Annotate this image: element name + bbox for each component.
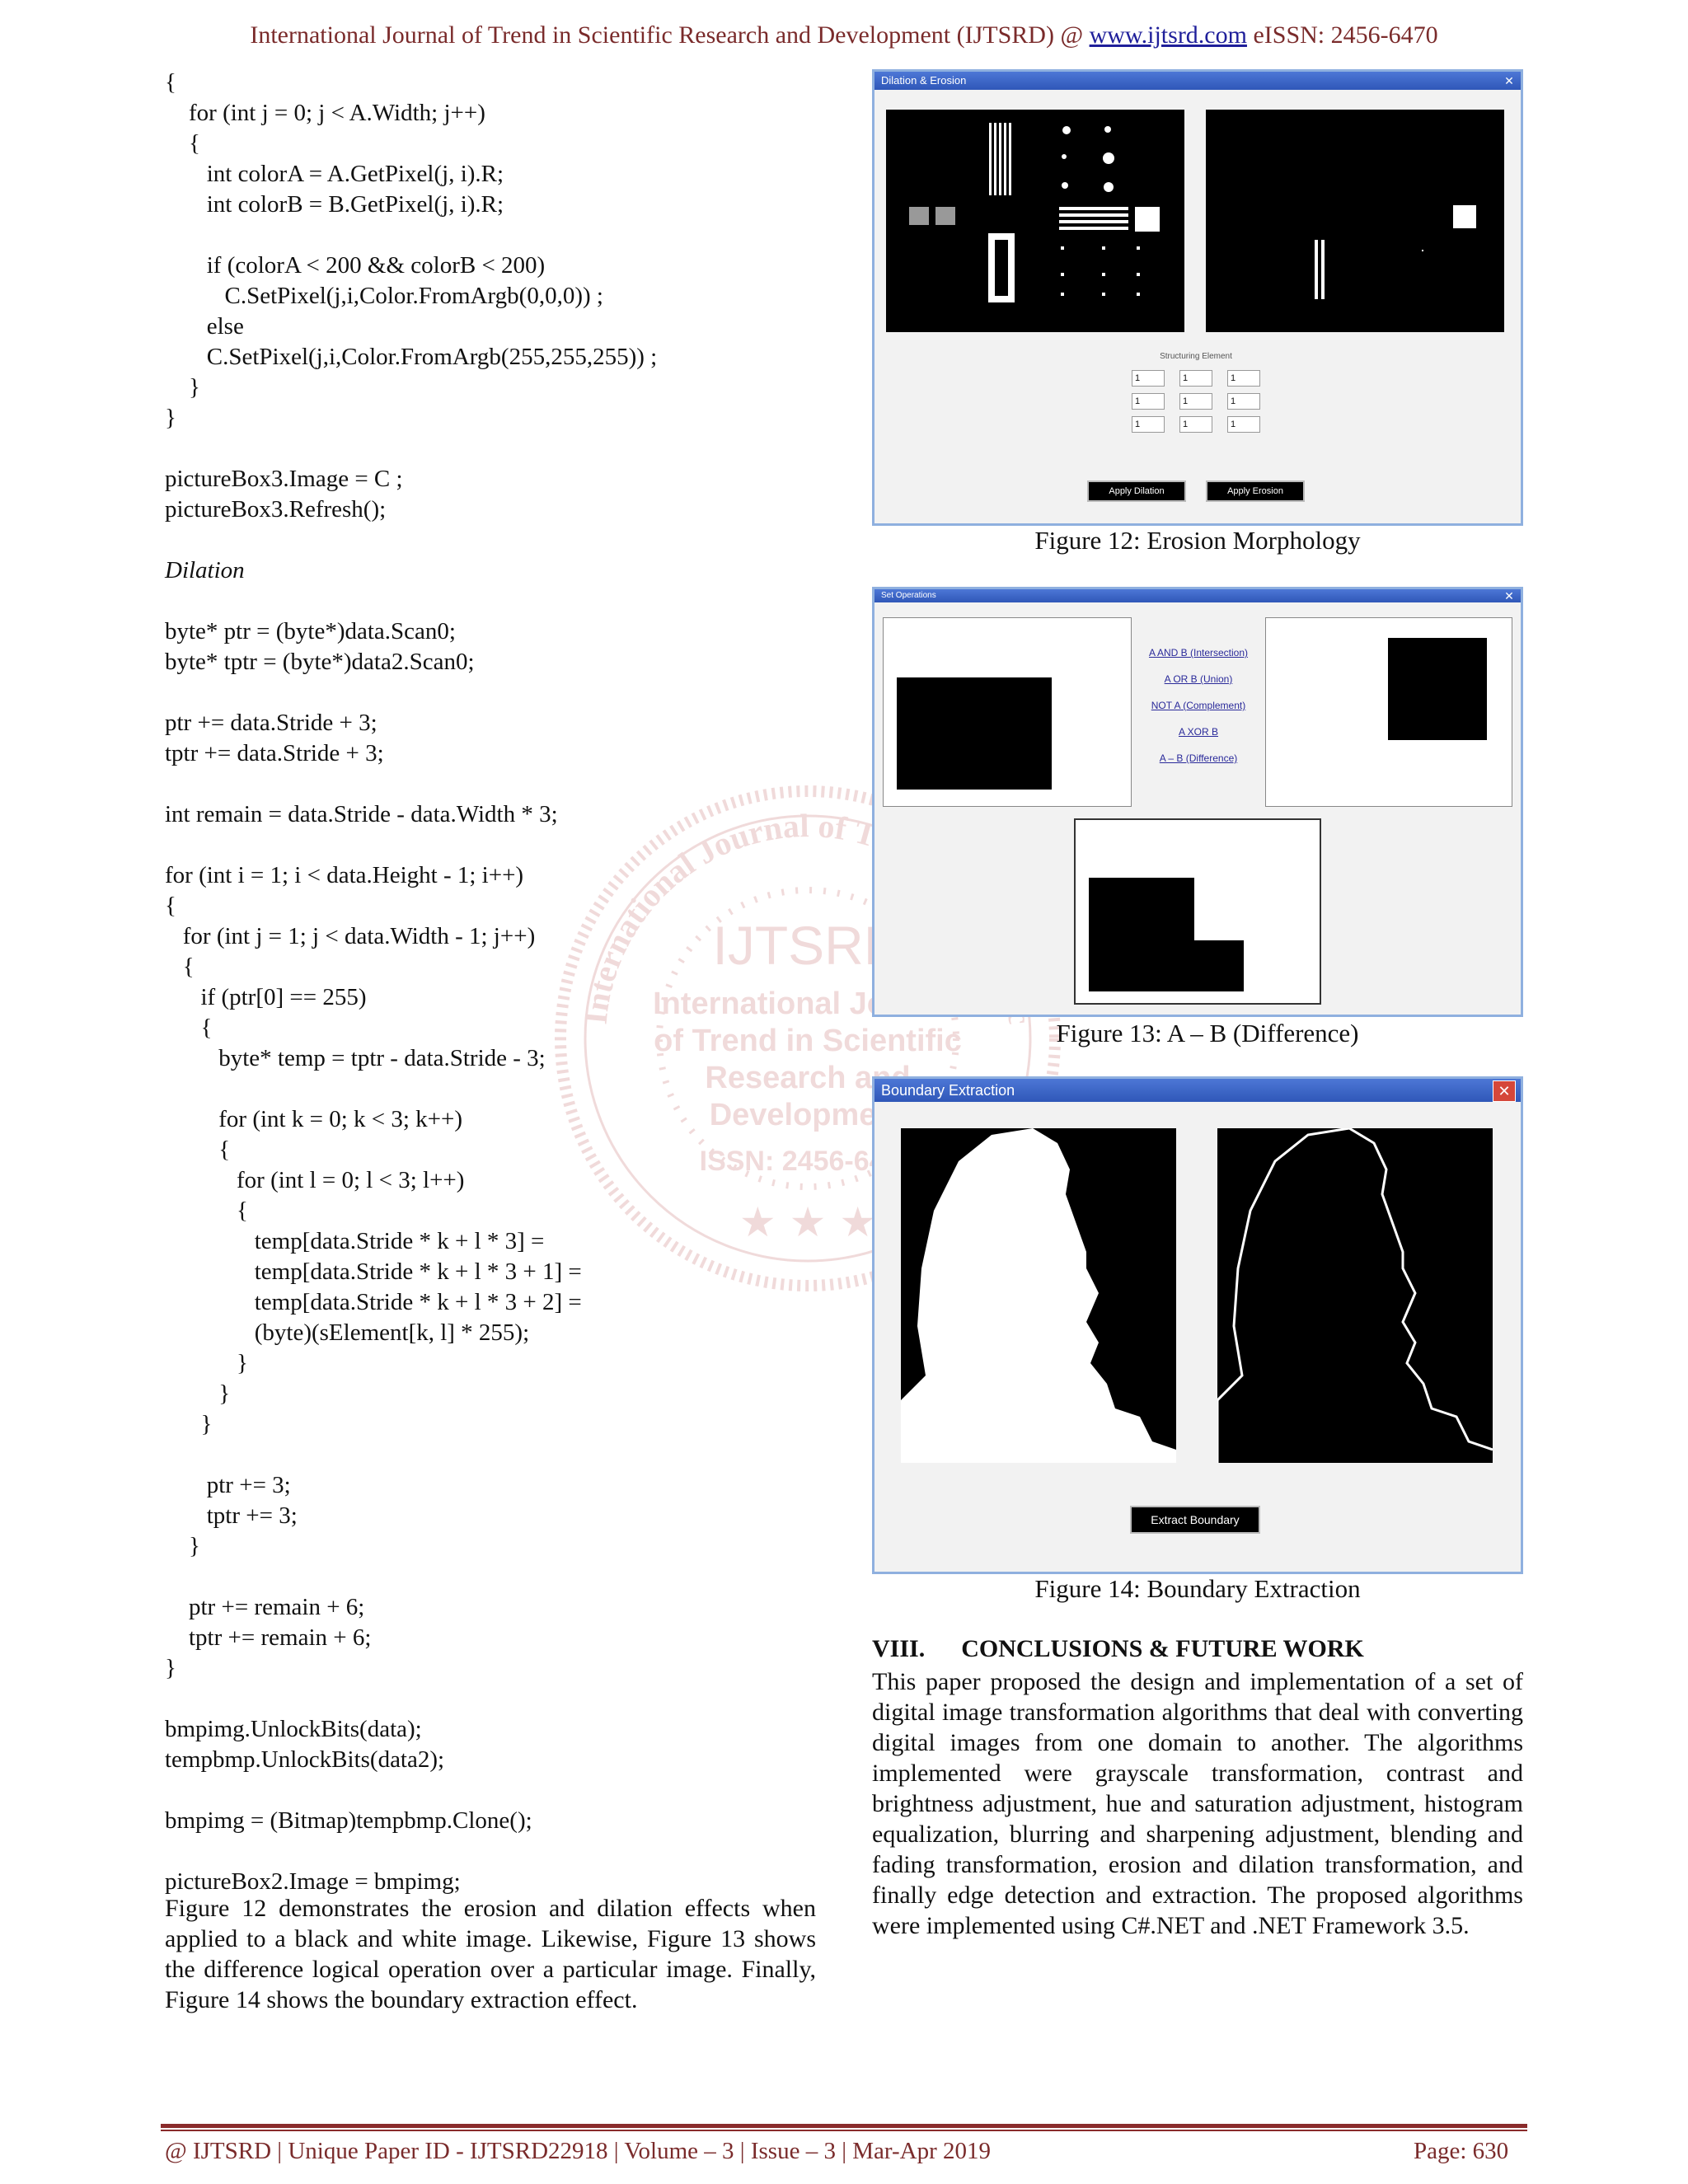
title-bar <box>874 72 1521 90</box>
code-line: if (colorA < 200 && colorB < 200) <box>165 252 546 279</box>
code-line: { <box>165 1197 248 1224</box>
section-body: This paper proposed the design and implementation of a set of digital image transformation algorithms that deal with converting digital images from one domain to another. The algorithms implemented were grayscale transformation, contrast and brightness adjustment, hue and saturation adjustment, histogram equalization, blurring and sharpening adjustment, blending and fading transformation, erosion and dilation transformation, and finally edge detection and extraction. The proposed algorithms were implemented using C#.NET and .NET Framework 3.5. <box>872 1668 1523 1939</box>
watermark-line4: Development <box>709 1098 907 1132</box>
extract-boundary-button[interactable]: Extract Boundary <box>1130 1506 1260 1534</box>
footer-page-number: Page: 630 <box>1414 2138 1509 2164</box>
issn-text: eISSN: 2456-6470 <box>1246 21 1438 49</box>
code-line <box>165 677 824 708</box>
watermark-stars: ★ ★ ★ <box>738 1198 877 1246</box>
watermark-arc: International Journal of T <box>576 807 879 1026</box>
code-line: tptr += remain + 6; <box>165 1624 372 1651</box>
title-bar <box>874 589 1521 602</box>
code-line: if (ptr[0] == 255) <box>165 984 367 1010</box>
apply-erosion-button[interactable]: Apply Erosion <box>1206 480 1305 502</box>
image-b <box>1265 617 1512 807</box>
close-icon[interactable]: ✕ <box>1493 1080 1516 1102</box>
code-subheading: Dilation <box>165 557 245 583</box>
code-line: } <box>165 1380 231 1407</box>
watermark-line1: International Journal <box>653 987 963 1021</box>
se-cell-input[interactable]: 1 <box>1227 393 1260 410</box>
code-line: ptr += 3; <box>165 1472 291 1498</box>
image-a <box>883 617 1132 807</box>
code-line: } <box>165 1533 200 1559</box>
close-icon[interactable]: ✕ <box>1504 589 1514 602</box>
silhouette-image <box>901 1128 1176 1463</box>
structuring-element-grid <box>1132 370 1272 444</box>
se-cell-input[interactable]: 1 <box>1227 370 1260 387</box>
code-line <box>165 586 824 616</box>
code-line: temp[data.Stride * k + l * 3] = <box>165 1228 545 1254</box>
code-line: pictureBox2.Image = bmpimg; <box>165 1868 461 1895</box>
code-line: int remain = data.Stride - data.Width * 3; <box>165 801 558 827</box>
code-line <box>165 525 824 555</box>
code-line: { <box>165 130 200 157</box>
window-title: Boundary Extraction <box>881 1082 1015 1099</box>
set-operation-links <box>1137 647 1260 779</box>
section-heading <box>872 1635 1364 1663</box>
figure-12-window <box>872 69 1523 526</box>
se-label: Structuring Element <box>1160 352 1232 361</box>
journal-title: International Journal of Trend in Scientific Research and Development (IJTSRD) @ <box>250 21 1090 49</box>
code-listing <box>165 68 824 1897</box>
boundary-image <box>1217 1128 1493 1463</box>
footer-rule-thin <box>161 2130 1527 2131</box>
code-line: pictureBox3.Refresh(); <box>165 496 387 523</box>
se-cell-input[interactable]: 1 <box>1179 393 1212 410</box>
figure-13-caption: Figure 13: A – B (Difference) <box>1056 1019 1359 1047</box>
journal-url-link[interactable]: www.ijtsrd.com <box>1089 21 1247 49</box>
code-line <box>165 1684 824 1714</box>
section-title: CONCLUSIONS & FUTURE WORK <box>961 1635 1364 1662</box>
watermark-line3: Research and <box>705 1061 911 1095</box>
section-number: VIII. <box>872 1635 926 1662</box>
code-line <box>165 1562 824 1592</box>
code-line: } <box>165 374 200 401</box>
code-line: C.SetPixel(j,i,Color.FromArgb(0,0,0)) ; <box>165 283 603 309</box>
watermark-center: IJTSRD <box>712 915 903 976</box>
code-line: { <box>165 893 176 919</box>
watermark-line2: of Trend in Scientific <box>654 1024 962 1058</box>
code-line: for (int l = 0; l < 3; l++) <box>165 1167 465 1193</box>
se-cell-input[interactable]: 1 <box>1227 416 1260 433</box>
se-cell-input[interactable]: 1 <box>1132 416 1165 433</box>
code-line: tptr += data.Stride + 3; <box>165 740 384 766</box>
code-line: else <box>165 313 244 340</box>
code-line: { <box>165 1015 213 1041</box>
code-line: temp[data.Stride * k + l * 3 + 2] = <box>165 1289 582 1315</box>
set-operation-link[interactable]: A XOR B <box>1178 726 1219 738</box>
code-line: } <box>165 1411 213 1437</box>
set-operation-link[interactable]: NOT A (Complement) <box>1151 700 1246 711</box>
window-title: Dilation & Erosion <box>881 74 967 87</box>
code-line: int colorB = B.GetPixel(j, i).R; <box>165 191 504 218</box>
code-line: } <box>165 405 176 431</box>
code-line: tptr += 3; <box>165 1502 298 1529</box>
code-line: for (int i = 1; i < data.Height - 1; i++) <box>165 862 524 888</box>
code-line: ptr += remain + 6; <box>165 1594 365 1620</box>
code-line: { <box>165 69 176 96</box>
input-image <box>886 110 1184 332</box>
body-paragraph: Figure 12 demonstrates the erosion and dilation effects when applied to a black and white image. Likewise, Figure 13 shows the difference logical operation over a particular image. Finally, Figure 14 shows the boundary extraction effect. <box>165 1895 816 2013</box>
footer-paper-info: @ IJTSRD | Unique Paper ID - IJTSRD22918 | Volume – 3 | Issue – 3 | Mar-Apr 2019 <box>165 2138 991 2164</box>
code-line: { <box>165 954 195 980</box>
code-line: } <box>165 1350 248 1376</box>
code-line: bmpimg.UnlockBits(data); <box>165 1716 422 1742</box>
code-line: C.SetPixel(j,i,Color.FromArgb(255,255,255)) ; <box>165 344 658 370</box>
code-line: byte* ptr = (byte*)data.Scan0; <box>165 618 456 644</box>
code-line <box>165 1440 824 1470</box>
code-line: tempbmp.UnlockBits(data2); <box>165 1746 445 1773</box>
code-line: } <box>165 1655 176 1681</box>
code-line: for (int j = 1; j < data.Width - 1; j++) <box>165 923 536 949</box>
se-cell-input[interactable]: 1 <box>1132 393 1165 410</box>
code-line <box>165 769 824 799</box>
code-line <box>165 220 824 251</box>
code-line: ptr += data.Stride + 3; <box>165 710 377 736</box>
figure-14-caption: Figure 14: Boundary Extraction <box>1034 1574 1361 1603</box>
output-image <box>1206 110 1504 332</box>
title-bar <box>874 1079 1521 1102</box>
set-operation-link[interactable]: A – B (Difference) <box>1159 752 1238 764</box>
code-line: (byte)(sElement[k, l] * 255); <box>165 1319 530 1346</box>
apply-dilation-button[interactable]: Apply Dilation <box>1087 480 1186 502</box>
se-cell-input[interactable]: 1 <box>1179 416 1212 433</box>
code-line: byte* tptr = (byte*)data2.Scan0; <box>165 649 475 675</box>
window-title: Set Operations <box>881 591 936 600</box>
se-cell-input[interactable]: 1 <box>1132 370 1165 387</box>
code-line: pictureBox3.Image = C ; <box>165 466 403 492</box>
figure-13-window <box>872 587 1523 1017</box>
set-operation-link[interactable]: A OR B (Union) <box>1164 673 1233 685</box>
set-operation-link[interactable]: A AND B (Intersection) <box>1148 647 1249 658</box>
figure-14-window <box>872 1076 1523 1574</box>
code-line <box>165 434 824 464</box>
code-line: { <box>165 1137 231 1163</box>
code-line <box>165 1775 824 1806</box>
code-line <box>165 830 824 860</box>
code-line <box>165 1836 824 1867</box>
page-header <box>0 21 1688 49</box>
code-line: temp[data.Stride * k + l * 3 + 1] = <box>165 1258 582 1285</box>
figure-12-caption: Figure 12: Erosion Morphology <box>1034 526 1361 555</box>
footer-rule <box>161 2124 1527 2128</box>
code-line: byte* temp = tptr - data.Stride - 3; <box>165 1045 546 1071</box>
code-line: for (int j = 0; j < A.Width; j++) <box>165 100 485 126</box>
code-line: for (int k = 0; k < 3; k++) <box>165 1106 463 1132</box>
code-line: bmpimg = (Bitmap)tempbmp.Clone(); <box>165 1807 532 1834</box>
code-line <box>165 1074 824 1104</box>
result-image <box>1074 818 1321 1005</box>
close-icon[interactable]: ✕ <box>1504 74 1514 87</box>
se-cell-input[interactable]: 1 <box>1179 370 1212 387</box>
code-line: int colorA = A.GetPixel(j, i).R; <box>165 161 504 187</box>
watermark-issn: ISSN: 2456-6470 <box>699 1146 917 1177</box>
